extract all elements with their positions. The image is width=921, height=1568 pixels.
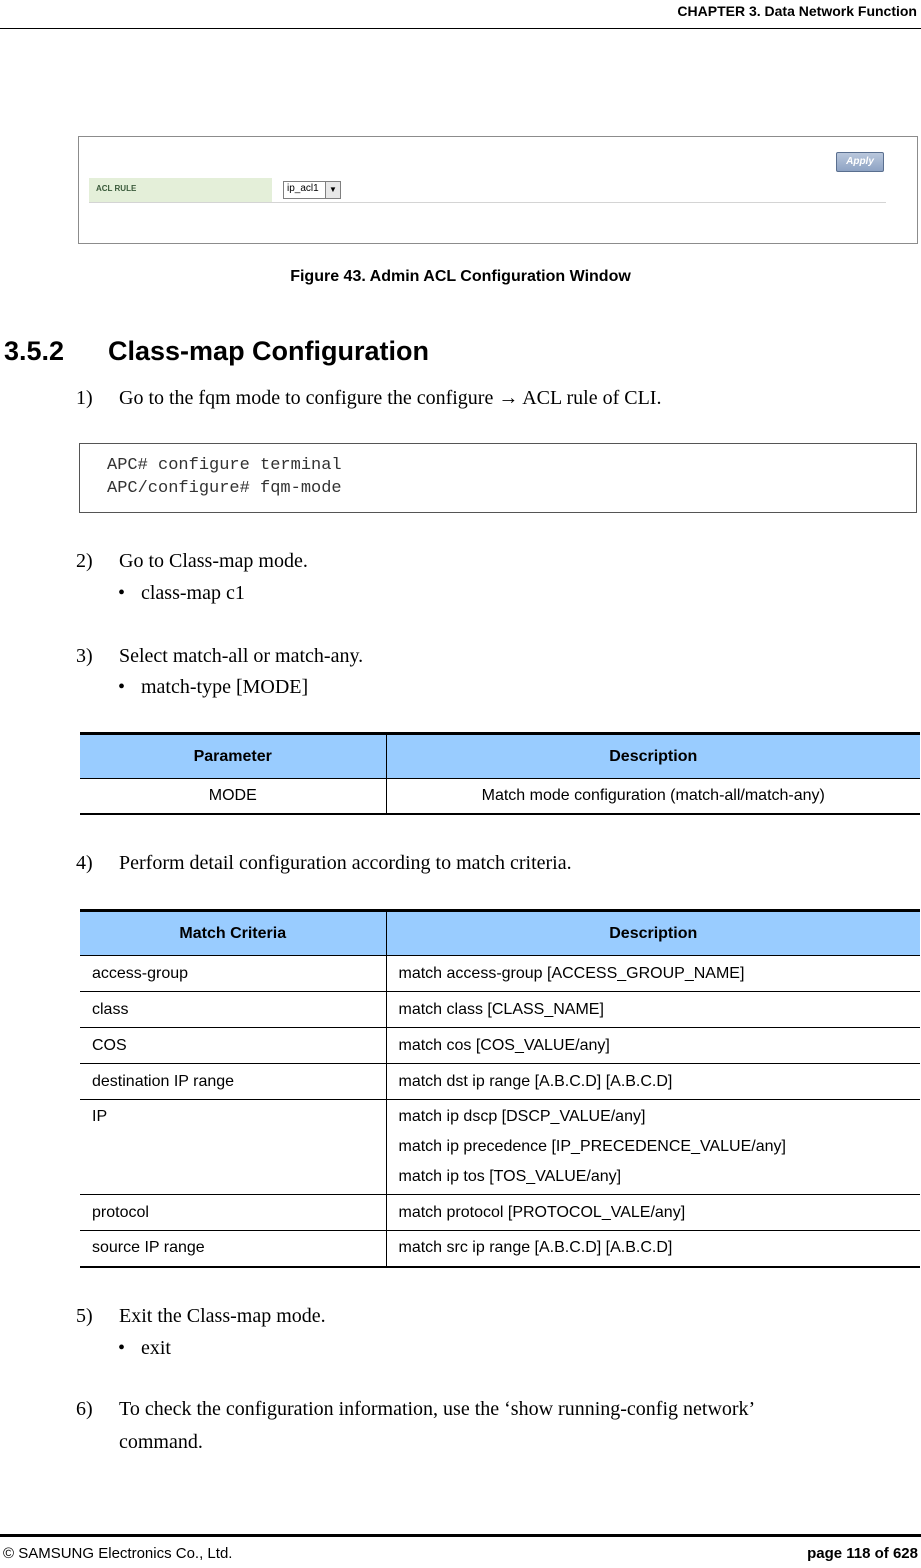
- table-row: [80, 1231, 920, 1267]
- table-cell: IP: [80, 1100, 386, 1195]
- table-row: [80, 956, 920, 992]
- step-text: Go to Class-map mode.: [119, 550, 308, 572]
- step-text-continued: command.: [119, 1431, 203, 1453]
- table-cell: Match mode configuration (match-all/match-any): [386, 779, 920, 814]
- acl-rule-row: [89, 178, 886, 203]
- table-cell-line: match ip precedence [IP_PRECEDENCE_VALUE/any]: [398, 1138, 786, 1155]
- step-text: To check the configuration information, use the ‘show running-config network’: [119, 1398, 756, 1420]
- table-cell: access-group: [80, 956, 386, 992]
- bullet-icon: •: [118, 1337, 126, 1359]
- table-cell: protocol: [80, 1195, 386, 1231]
- column-header: Match Criteria: [80, 911, 386, 956]
- table-cell: source IP range: [80, 1231, 386, 1267]
- step-text: Select match-all or match-any.: [119, 645, 364, 667]
- chapter-title: CHAPTER 3. Data Network Function: [677, 3, 917, 19]
- step-bullet-text: match-type [MODE]: [141, 676, 309, 698]
- acl-rule-select-value: ip_acl1: [287, 183, 319, 194]
- table-cell: match protocol [PROTOCOL_VALE/any]: [386, 1195, 920, 1231]
- step-number: 6): [76, 1398, 93, 1420]
- page-header: [0, 0, 921, 29]
- table-row: [80, 1064, 920, 1100]
- acl-rule-label: ACL RULE: [96, 184, 137, 193]
- apply-button[interactable]: Apply: [836, 152, 884, 172]
- step-bullet-text: class-map c1: [141, 582, 245, 604]
- table-row: [80, 1100, 920, 1195]
- table-cell: match src ip range [A.B.C.D] [A.B.C.D]: [386, 1231, 920, 1267]
- table-cell: class: [80, 992, 386, 1028]
- chevron-down-icon[interactable]: ▼: [325, 182, 340, 198]
- step-number: 3): [76, 645, 93, 667]
- step-number: 1): [76, 387, 93, 409]
- table-header-row: [80, 734, 920, 779]
- column-header: Parameter: [80, 734, 386, 779]
- table-header-row: [80, 911, 920, 956]
- table-row: [80, 1195, 920, 1231]
- code-line: APC# configure terminal: [107, 456, 342, 475]
- step-text: Exit the Class-map mode.: [119, 1305, 326, 1327]
- page-number: page 118 of 628: [807, 1545, 918, 1562]
- section-title: Class-map Configuration: [108, 336, 430, 366]
- match-criteria-table: [80, 909, 920, 1268]
- bullet-icon: •: [118, 582, 126, 604]
- column-header: Description: [386, 911, 920, 956]
- code-line: APC/configure# fqm-mode: [107, 479, 342, 498]
- section-number: 3.5.2: [4, 336, 65, 366]
- parameter-table: [80, 732, 920, 815]
- code-block: [79, 443, 917, 513]
- copyright: © SAMSUNG Electronics Co., Ltd.: [3, 1545, 233, 1562]
- page-footer: [0, 1534, 921, 1568]
- table-cell-line: match ip tos [TOS_VALUE/any]: [398, 1168, 622, 1185]
- table-cell: match dst ip range [A.B.C.D] [A.B.C.D]: [386, 1064, 920, 1100]
- table-cell: MODE: [80, 779, 386, 814]
- column-header: Description: [386, 734, 920, 779]
- table-cell-multiline: [386, 1100, 920, 1195]
- table-cell: match access-group [ACCESS_GROUP_NAME]: [386, 956, 920, 992]
- step-number: 2): [76, 550, 93, 572]
- table-cell-line: match ip dscp [DSCP_VALUE/any]: [398, 1108, 646, 1125]
- acl-rule-select[interactable]: [283, 181, 341, 199]
- figure-caption: Figure 43. Admin ACL Configuration Window: [290, 268, 631, 285]
- bullet-icon: •: [118, 676, 126, 698]
- table-cell: match class [CLASS_NAME]: [386, 992, 920, 1028]
- table-row: [80, 779, 920, 814]
- acl-config-window: [78, 136, 918, 244]
- table-row: [80, 1028, 920, 1064]
- step-bullet-text: exit: [141, 1337, 171, 1359]
- table-row: [80, 992, 920, 1028]
- step-text: Perform detail configuration according to match criteria.: [119, 852, 572, 874]
- table-cell: COS: [80, 1028, 386, 1064]
- step-number: 4): [76, 852, 93, 874]
- step-number: 5): [76, 1305, 93, 1327]
- acl-rule-label-cell: [89, 178, 272, 202]
- table-cell: match cos [COS_VALUE/any]: [386, 1028, 920, 1064]
- table-cell: destination IP range: [80, 1064, 386, 1100]
- step-text: Go to the fqm mode to configure the configure → ACL rule of CLI.: [119, 387, 662, 409]
